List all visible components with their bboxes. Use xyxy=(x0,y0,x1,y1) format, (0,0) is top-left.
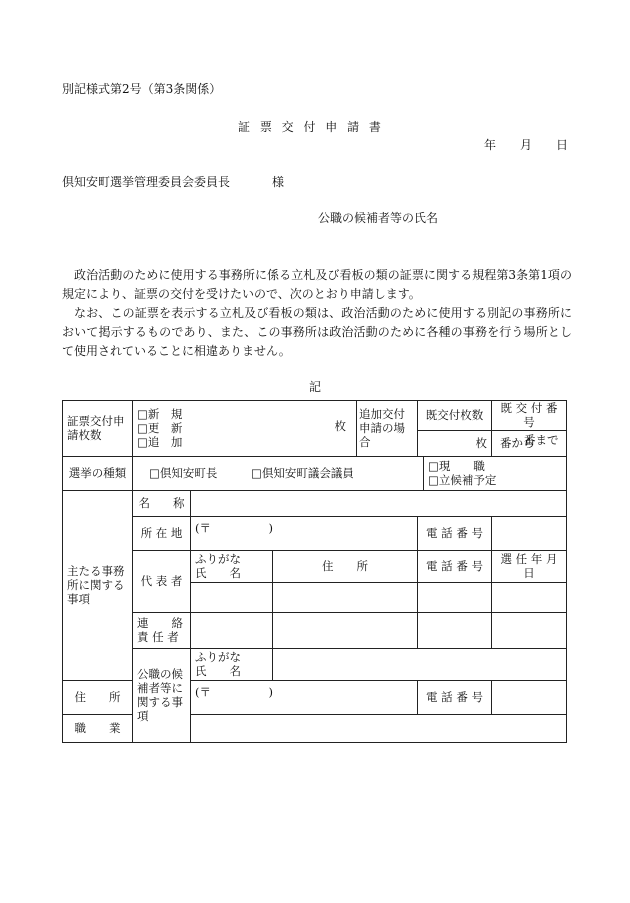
rep-name-label: ふりがな 氏 名 xyxy=(191,550,273,582)
checkbox-assembly[interactable]: □倶知安町議会議員 xyxy=(251,466,354,481)
rep-appointed-label: 選 任 年 月 日 xyxy=(492,550,567,582)
checkbox-add[interactable]: □追 加 xyxy=(137,435,183,450)
honorific: 様 xyxy=(272,175,285,189)
checkbox-new[interactable]: □新 規 xyxy=(137,407,183,422)
contact-person-label: 連 絡 責 任 者 xyxy=(133,612,191,648)
rep-phone-label: 電 話 番 号 xyxy=(418,550,492,582)
paragraph-2: なお、この証票を表示する立札及び看板の類は、政治活動のために使用する別記の事務所において掲示するものであり、また、この事務所は政治活動のために各種の事務を行う場所として使用されていることに相違ありません。 xyxy=(62,306,572,358)
range-to: 番まで xyxy=(524,433,559,447)
candidate-address-label: 住 所 xyxy=(63,680,133,714)
office-section-label: 主たる事務所に関する事項 xyxy=(63,490,133,680)
issued-count-header: 既交付枚数 xyxy=(418,401,492,431)
contact-address-field[interactable] xyxy=(273,612,418,648)
candidate-occupation-label: 職 業 xyxy=(63,714,133,742)
range-from: 番から xyxy=(500,436,535,451)
candidate-name-label: ふりがな 氏 名 xyxy=(191,648,273,680)
contact-appointed-field[interactable] xyxy=(492,612,567,648)
candidate-occupation-field[interactable] xyxy=(191,714,567,742)
candidate-section-label: 公職の候補者等に関する事項 xyxy=(133,648,191,742)
request-count-label: 証票交付申請枚数 xyxy=(63,401,133,457)
checkbox-renew[interactable]: □更 新 xyxy=(137,421,183,436)
rep-address-field[interactable] xyxy=(273,582,418,612)
rep-name-field[interactable] xyxy=(191,582,273,612)
status-options xyxy=(424,456,567,490)
applicant-name-label: 公職の候補者等の氏名 xyxy=(318,211,439,225)
application-table xyxy=(62,400,567,743)
office-name-field[interactable] xyxy=(191,490,567,516)
form-title: 証 票 交 付 申 請 書 xyxy=(238,120,384,134)
issued-number-header: 既 交 付 番 号 xyxy=(492,401,567,431)
paragraph-1: 政治活動のために使用する事務所に係る立札及び看板の類の証票に関する規程第3条第1項の規定により、証票の交付を受けたいので、次のとおり申請します。 xyxy=(62,268,572,301)
office-name-label: 名 称 xyxy=(133,490,191,516)
sheet-unit: 枚 xyxy=(334,419,346,433)
ki-label: 記 xyxy=(309,380,322,394)
candidate-phone-label: 電 話 番 号 xyxy=(418,680,492,714)
office-phone-field[interactable] xyxy=(492,516,567,550)
rep-address-label: 住 所 xyxy=(273,550,418,582)
additional-issue-label: 追加交付申請の場合 xyxy=(357,401,418,457)
request-type-cell xyxy=(133,401,357,457)
date-line: 年 月 日 xyxy=(484,138,569,152)
candidate-phone-field[interactable] xyxy=(492,680,567,714)
contact-name-field[interactable] xyxy=(191,612,273,648)
contact-phone-field[interactable] xyxy=(418,612,492,648)
addressee: 倶知安町選挙管理委員会委員長 xyxy=(62,175,231,189)
candidate-name-field[interactable] xyxy=(273,648,567,680)
election-type-label: 選挙の種類 xyxy=(63,456,133,490)
representative-label: 代 表 者 xyxy=(133,550,191,612)
checkbox-incumbent[interactable]: □現 職 xyxy=(428,459,485,474)
office-location-field[interactable]: (〒 ) xyxy=(191,516,418,550)
checkbox-prospective[interactable]: □立候補予定 xyxy=(428,473,497,488)
checkbox-mayor[interactable]: □倶知安町長 xyxy=(149,466,218,481)
issued-count-field[interactable]: 枚 xyxy=(418,430,492,456)
election-type-options xyxy=(133,456,424,490)
rep-appointed-field[interactable] xyxy=(492,582,567,612)
form-reference: 別記様式第2号（第3条関係） xyxy=(62,82,222,96)
rep-phone-field[interactable] xyxy=(418,582,492,612)
office-phone-label: 電 話 番 号 xyxy=(418,516,492,550)
candidate-address-field[interactable]: (〒 ) xyxy=(191,680,418,714)
office-location-label: 所 在 地 xyxy=(133,516,191,550)
